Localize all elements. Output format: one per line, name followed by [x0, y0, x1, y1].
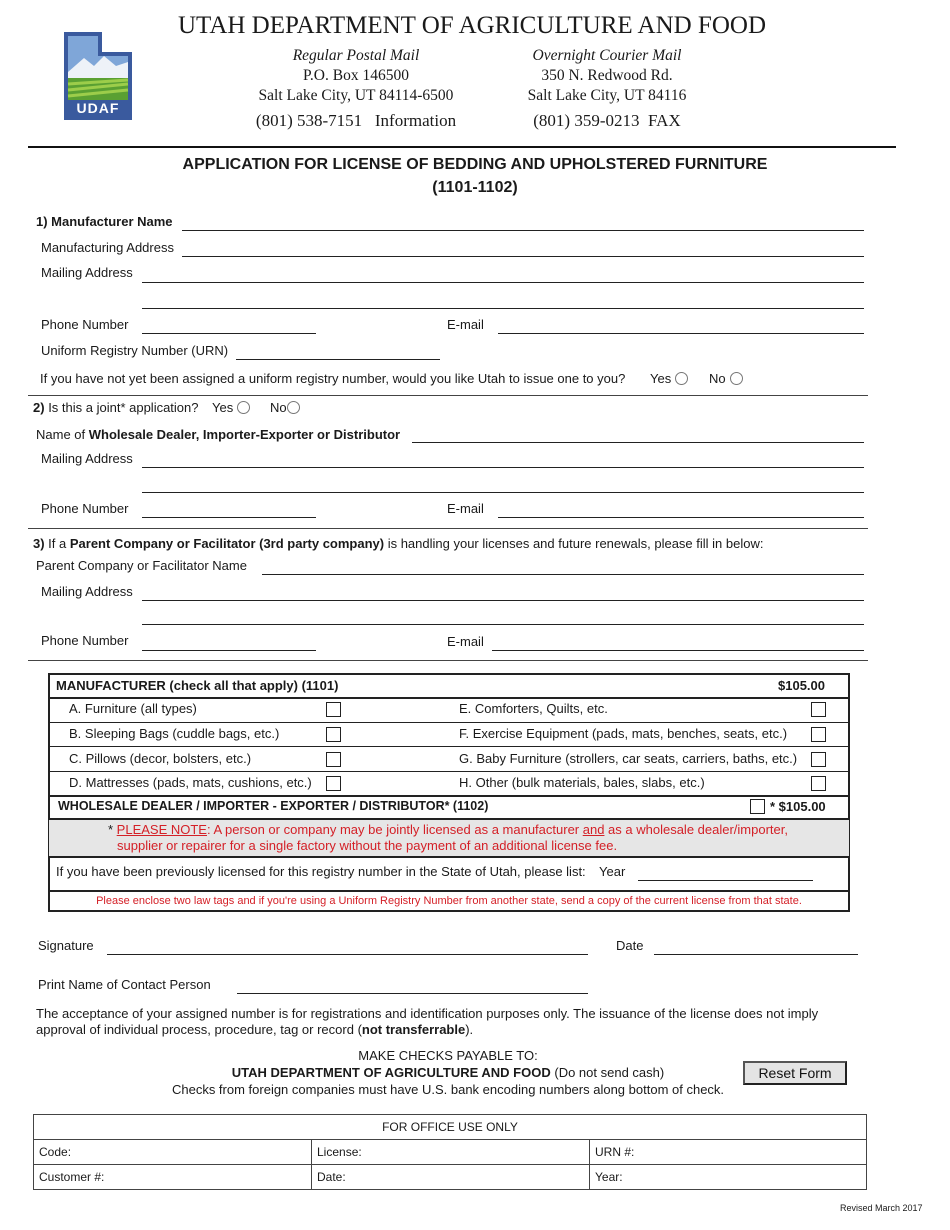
previous-license-label: If you have been previously licensed for this registry number in the State of Utah, please list:	[56, 864, 586, 879]
item-f-label: F. Exercise Equipment (pads, mats, benches, seats, etc.)	[459, 726, 788, 741]
item-row-rule	[48, 722, 850, 723]
urn-yes-label: Yes	[650, 371, 672, 386]
s3-phone-field[interactable]	[142, 650, 316, 651]
print-name-label: Print Name of Contact Person	[38, 977, 211, 992]
item-row-rule	[48, 771, 850, 772]
office-customer: Customer #:	[34, 1165, 312, 1190]
header-divider	[28, 146, 896, 148]
wholesale-checkbox[interactable]	[750, 799, 765, 814]
s3-mailing-address-field[interactable]	[142, 600, 864, 601]
urn-yes-radio[interactable]	[675, 372, 688, 385]
disclaimer-end: ).	[465, 1022, 474, 1037]
payment-line2-rest: (Do not send cash)	[550, 1065, 665, 1080]
date-label: Date	[616, 938, 644, 953]
manufacturer-name-field[interactable]	[182, 230, 864, 231]
previous-year-field[interactable]	[638, 880, 813, 881]
section2-number: 2)	[33, 400, 45, 415]
postal-line2: Salt Lake City, UT 84114-6500	[258, 87, 454, 104]
logo-text: UDAF	[76, 100, 120, 116]
form-code: (1101-1102)	[432, 179, 518, 196]
item-g-label: G. Baby Furniture (strollers, car seats, carriers, baths, etc.)	[459, 751, 798, 766]
note-text1: : A person or company may be jointly licensed as a manufacturer	[206, 822, 583, 837]
phone-field[interactable]	[142, 333, 316, 334]
please-note-line2: supplier or repairer for a single factory without the payment of an additional license fee.	[117, 838, 618, 853]
form-title: APPLICATION FOR LICENSE OF BEDDING AND UPHOLSTERED FURNITURE	[182, 156, 768, 173]
section3-divider	[28, 660, 868, 661]
s2-mailing-address-field-2[interactable]	[142, 492, 864, 493]
section3-bold: Parent Company or Facilitator (3rd party company)	[69, 536, 385, 551]
item-g-checkbox[interactable]	[811, 752, 826, 767]
urn-no-label: No	[709, 371, 726, 386]
s2-email-label: E-mail	[447, 501, 484, 516]
s2-phone-field[interactable]	[142, 517, 316, 518]
postal-line1: P.O. Box 146500	[303, 67, 409, 84]
udaf-logo	[60, 28, 136, 124]
courier-address	[500, 46, 714, 131]
item-b-label: B. Sleeping Bags (cuddle bags, etc.)	[69, 726, 280, 741]
s2-email-field[interactable]	[498, 517, 864, 518]
joint-yes-option[interactable]	[212, 400, 250, 415]
wholesale-fee: * $105.00	[770, 799, 826, 814]
manufacturer-name-label: 1) Manufacturer Name	[36, 214, 173, 229]
item-h-checkbox[interactable]	[811, 776, 826, 791]
s3-phone-label: Phone Number	[41, 633, 129, 648]
item-e-checkbox[interactable]	[811, 702, 826, 717]
manufacturing-address-field[interactable]	[182, 256, 864, 257]
section3-heading	[33, 536, 763, 551]
mailing-address-field[interactable]	[142, 282, 864, 283]
joint-no-label: No	[270, 400, 287, 415]
payment-info	[98, 1047, 798, 1098]
payment-line2	[98, 1064, 798, 1081]
disclaimer	[36, 1006, 836, 1038]
parent-name-field[interactable]	[262, 574, 864, 575]
courier-line2: Salt Lake City, UT 84116	[527, 87, 687, 104]
joint-no-radio[interactable]	[287, 401, 300, 414]
office-use-table	[33, 1114, 867, 1190]
wholesale-heading: WHOLESALE DEALER / IMPORTER - EXPORTER / DISTRIBUTOR* (1102)	[58, 799, 489, 813]
print-name-field[interactable]	[237, 993, 588, 994]
joint-no-option[interactable]	[270, 400, 300, 415]
note-and: and	[582, 822, 605, 837]
courier-phone: (801) 359-0213 FAX	[533, 111, 681, 130]
mailing-address-label: Mailing Address	[41, 265, 133, 280]
agency-name: UTAH DEPARTMENT OF AGRICULTURE AND FOOD	[178, 12, 767, 39]
section3-number: 3)	[33, 536, 45, 551]
office-license: License:	[312, 1140, 590, 1165]
revised-date: Revised March 2017	[840, 1203, 923, 1213]
office-urn: URN #:	[590, 1140, 867, 1165]
s2-mailing-address-label: Mailing Address	[41, 451, 133, 466]
item-d-checkbox[interactable]	[326, 776, 341, 791]
signature-field[interactable]	[107, 954, 588, 955]
item-c-label: C. Pillows (decor, bolsters, etc.)	[69, 751, 252, 766]
note-star: *	[108, 822, 117, 837]
joint-yes-radio[interactable]	[237, 401, 250, 414]
section1-divider	[28, 395, 868, 396]
payment-line3: Checks from foreign companies must have U.S. bank encoding numbers along bottom of check.	[171, 1082, 725, 1097]
enclose-top-rule	[48, 890, 850, 892]
s3-mailing-address-label: Mailing Address	[41, 584, 133, 599]
urn-question: If you have not yet been assigned a uniform registry number, would you like Utah to issue one to you?	[40, 371, 626, 386]
wholesale-name-field[interactable]	[412, 442, 864, 443]
courier-line1: 350 N. Redwood Rd.	[541, 67, 673, 84]
urn-label: Uniform Registry Number (URN)	[41, 343, 229, 358]
note-text2: as a wholesale dealer/importer,	[604, 822, 788, 837]
s2-mailing-address-field[interactable]	[142, 467, 864, 468]
item-b-checkbox[interactable]	[326, 727, 341, 742]
wholesale-name-bold: Wholesale Dealer, Importer-Exporter or Distributor	[88, 427, 401, 442]
parent-name-label: Parent Company or Facilitator Name	[36, 558, 247, 573]
office-date: Date:	[312, 1165, 590, 1190]
phone-label: Phone Number	[41, 317, 129, 332]
item-d-label: D. Mattresses (pads, mats, cushions, etc.)	[69, 775, 312, 790]
payment-line2-bold: UTAH DEPARTMENT OF AGRICULTURE AND FOOD	[231, 1065, 551, 1080]
courier-heading: Overnight Courier Mail	[532, 47, 682, 64]
item-e-label: E. Comforters, Quilts, etc.	[459, 701, 608, 716]
joint-question-text: Is this a joint* application?	[48, 400, 199, 415]
signature-label: Signature	[38, 938, 94, 953]
manufacturer-fee: $105.00	[778, 678, 825, 693]
payment-line1: MAKE CHECKS PAYABLE TO:	[358, 1048, 538, 1063]
postal-phone: (801) 538-7151 Information	[255, 111, 457, 130]
section2-divider	[28, 528, 868, 529]
manufacturing-address-label: Manufacturing Address	[41, 240, 174, 255]
urn-no-option[interactable]	[709, 371, 743, 386]
wholesale-name-label	[36, 427, 400, 442]
office-heading: FOR OFFICE USE ONLY	[34, 1115, 867, 1140]
item-a-label: A. Furniture (all types)	[69, 701, 197, 716]
office-year: Year:	[590, 1165, 867, 1190]
item-a-checkbox[interactable]	[326, 702, 341, 717]
date-field[interactable]	[654, 954, 858, 955]
disclaimer-text: The acceptance of your assigned number is for registrations and identification purposes only. The issuance of the license does not imply approval of individual process, procedure, tag or record (	[36, 1006, 819, 1037]
wholesale-name-prefix: Name of	[36, 427, 89, 442]
s3-mailing-address-field-2[interactable]	[142, 624, 864, 625]
section3-prefix: If a	[44, 536, 70, 551]
urn-yes-option[interactable]	[650, 371, 688, 386]
please-note-line1	[108, 822, 788, 837]
item-f-checkbox[interactable]	[811, 727, 826, 742]
urn-field[interactable]	[236, 359, 440, 360]
email-label: E-mail	[447, 317, 484, 332]
disclaimer-bold: not transferrable	[361, 1022, 466, 1037]
postal-heading: Regular Postal Mail	[292, 47, 420, 64]
item-h-label: H. Other (bulk materials, bales, slabs, etc.)	[459, 775, 705, 790]
wholesale-top-rule	[48, 795, 850, 797]
manufacturer-heading-rule	[48, 697, 850, 699]
s3-email-label: E-mail	[447, 634, 484, 649]
reset-form-button[interactable]: Reset Form	[743, 1061, 847, 1085]
previous-year-label: Year	[599, 864, 626, 879]
section3-suffix: is handling your licenses and future renewals, please fill in below:	[384, 536, 764, 551]
urn-no-radio[interactable]	[730, 372, 743, 385]
item-c-checkbox[interactable]	[326, 752, 341, 767]
email-field[interactable]	[498, 333, 864, 334]
item-row-rule	[48, 746, 850, 747]
joint-question	[33, 400, 199, 415]
joint-yes-label: Yes	[212, 400, 234, 415]
s3-email-field[interactable]	[492, 650, 864, 651]
note-label: PLEASE NOTE	[116, 822, 207, 837]
enclose-note: Please enclose two law tags and if you're using a Uniform Registry Number from another state, send a copy of the current license from that state.	[96, 895, 802, 907]
postal-address	[228, 46, 484, 131]
manufacturer-heading: MANUFACTURER (check all that apply) (1101)	[56, 678, 339, 693]
s2-phone-label: Phone Number	[41, 501, 129, 516]
mailing-address-field-2[interactable]	[142, 308, 864, 309]
office-code: Code:	[34, 1140, 312, 1165]
